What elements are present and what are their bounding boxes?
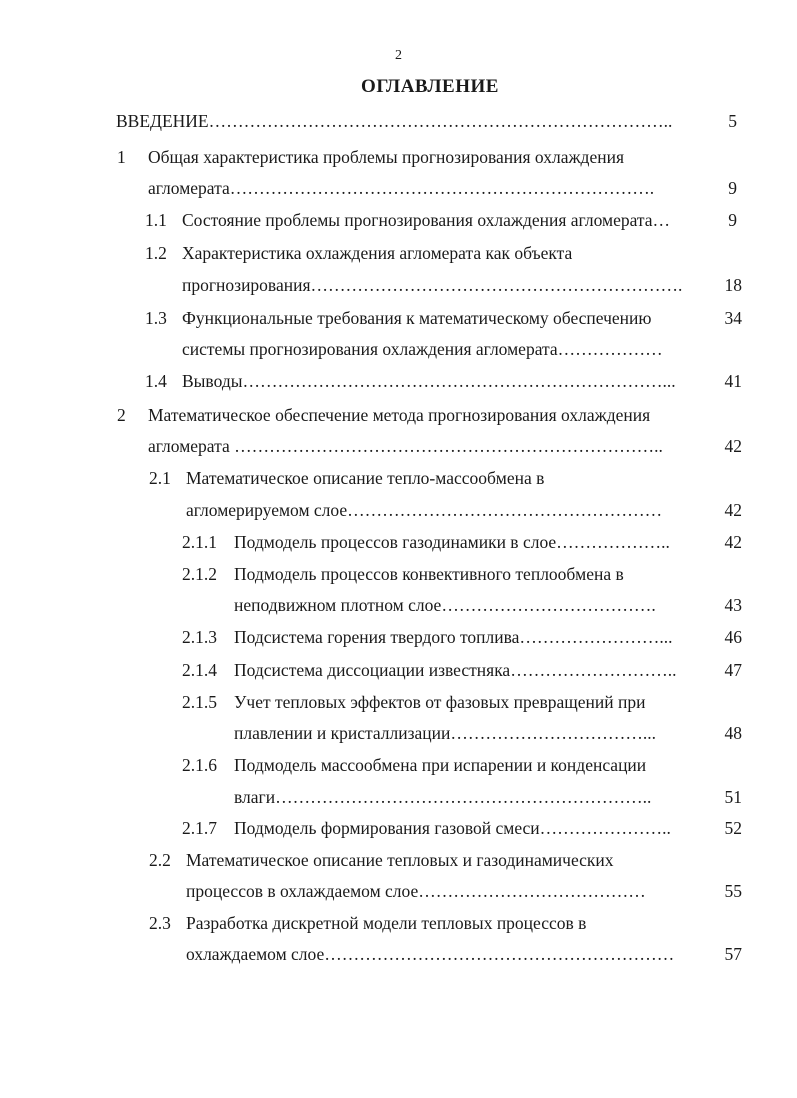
toc-entry-text: Характеристика охлаждения агломерата как объекта [182, 243, 573, 263]
toc-entry-number: 2.1.3 [182, 627, 217, 647]
toc-entry-text-cont: агломерата ……………………………………………………………….. [148, 436, 663, 456]
toc-entry-page: 42 [724, 500, 742, 520]
toc-entry-number: 1.4 [145, 371, 167, 391]
toc-entry-number: 2.3 [149, 913, 171, 933]
toc-entry-text: Учет тепловых эффектов от фазовых превращений при [234, 692, 646, 712]
toc-entry-text: ВВЕДЕНИЕ…………………………………………………………………….. [116, 111, 673, 131]
toc-entry-text: Общая характеристика проблемы прогнозирования охлаждения [148, 147, 625, 167]
toc-entry-page: 51 [724, 787, 742, 807]
toc-entry-number: 2.1.2 [182, 564, 217, 584]
toc-entry-text: Подсистема горения твердого топлива……………………... [234, 627, 673, 647]
toc-entry-text-cont: системы прогнозирования охлаждения агломерата……………… [182, 339, 663, 359]
toc-entry-text-cont: процессов в охлаждаемом слое………………………………… [186, 881, 646, 901]
toc-entry-page: 18 [724, 275, 742, 295]
toc-entry-number: 2.1.7 [182, 818, 217, 838]
toc-entry-text: Подмодель формирования газовой смеси………………….. [234, 818, 671, 838]
toc-entry-number: 2.1 [149, 468, 171, 488]
toc-entry-page: 9 [728, 210, 737, 230]
toc-entry-number: 2.1.1 [182, 532, 217, 552]
toc-entry-page: 48 [724, 723, 742, 743]
toc-entry-text: Математическое обеспечение метода прогнозирования охлаждения [148, 405, 651, 425]
toc-entry-page: 52 [724, 818, 742, 838]
toc-entry-number: 1 [117, 147, 126, 167]
toc-entry-text: Выводы………………………………………………………………... [182, 371, 676, 391]
toc-entry-text: Математическое описание тепловых и газодинамических [186, 850, 614, 870]
toc-entry-text: Подмодель процессов газодинамики в слое……………….. [234, 532, 670, 552]
toc-entry-page: 9 [728, 178, 737, 198]
toc-entry-number: 1.2 [145, 243, 167, 263]
toc-entry-text-cont: плавлении и кристаллизации……………………………... [234, 723, 657, 743]
toc-entry-text-cont: влаги……………………………………………………….. [234, 787, 652, 807]
toc-entry-page: 43 [724, 595, 742, 615]
toc-entry-number: 2 [117, 405, 126, 425]
toc-entry-number: 1.1 [145, 210, 167, 230]
toc-entry-text-cont: агломерата………………………………………………………………. [148, 178, 655, 198]
toc-entry-page: 41 [724, 371, 742, 391]
toc-entry-text-cont: прогнозирования………………………………………………………. [182, 275, 683, 295]
toc-entry-page: 57 [724, 944, 742, 964]
toc-entry-number: 2.1.5 [182, 692, 217, 712]
toc-entry-number: 1.3 [145, 308, 167, 328]
toc-entry-page: 42 [724, 436, 742, 456]
toc-entry-text: Состояние проблемы прогнозирования охлаждения агломерата… [182, 210, 671, 230]
toc-entry-page: 34 [724, 308, 742, 328]
toc-entry-text: Функциональные требования к математическому обеспечению [182, 308, 652, 328]
toc-entry-page: 46 [724, 627, 742, 647]
page-number: 2 [395, 48, 402, 63]
toc-entry-text: Математическое описание тепло-массообмена в [186, 468, 545, 488]
toc-entry-page: 55 [724, 881, 742, 901]
toc-entry-page: 5 [728, 111, 737, 131]
toc-entry-page: 47 [724, 660, 742, 680]
toc-entry-page: 42 [724, 532, 742, 552]
toc-entry-number: 2.1.4 [182, 660, 217, 680]
toc-entry-number: 2.2 [149, 850, 171, 870]
toc-entry-text-cont: неподвижном плотном слое………………………………. [234, 595, 656, 615]
toc-entry-text-cont: охлаждаемом слое…………………………………………………… [186, 944, 675, 964]
toc-entry-text: Подмодель процессов конвективного теплообмена в [234, 564, 624, 584]
toc-entry-number: 2.1.6 [182, 755, 217, 775]
toc-entry-text-cont: агломерируемом слое……………………………………………… [186, 500, 663, 520]
toc-entry-text: Разработка дискретной модели тепловых процессов в [186, 913, 587, 933]
toc-entry-text: Подмодель массообмена при испарении и конденсации [234, 755, 647, 775]
page-title: ОГЛАВЛЕНИЕ [361, 76, 499, 97]
toc-entry-text: Подсистема диссоциации известняка……………………….. [234, 660, 677, 680]
